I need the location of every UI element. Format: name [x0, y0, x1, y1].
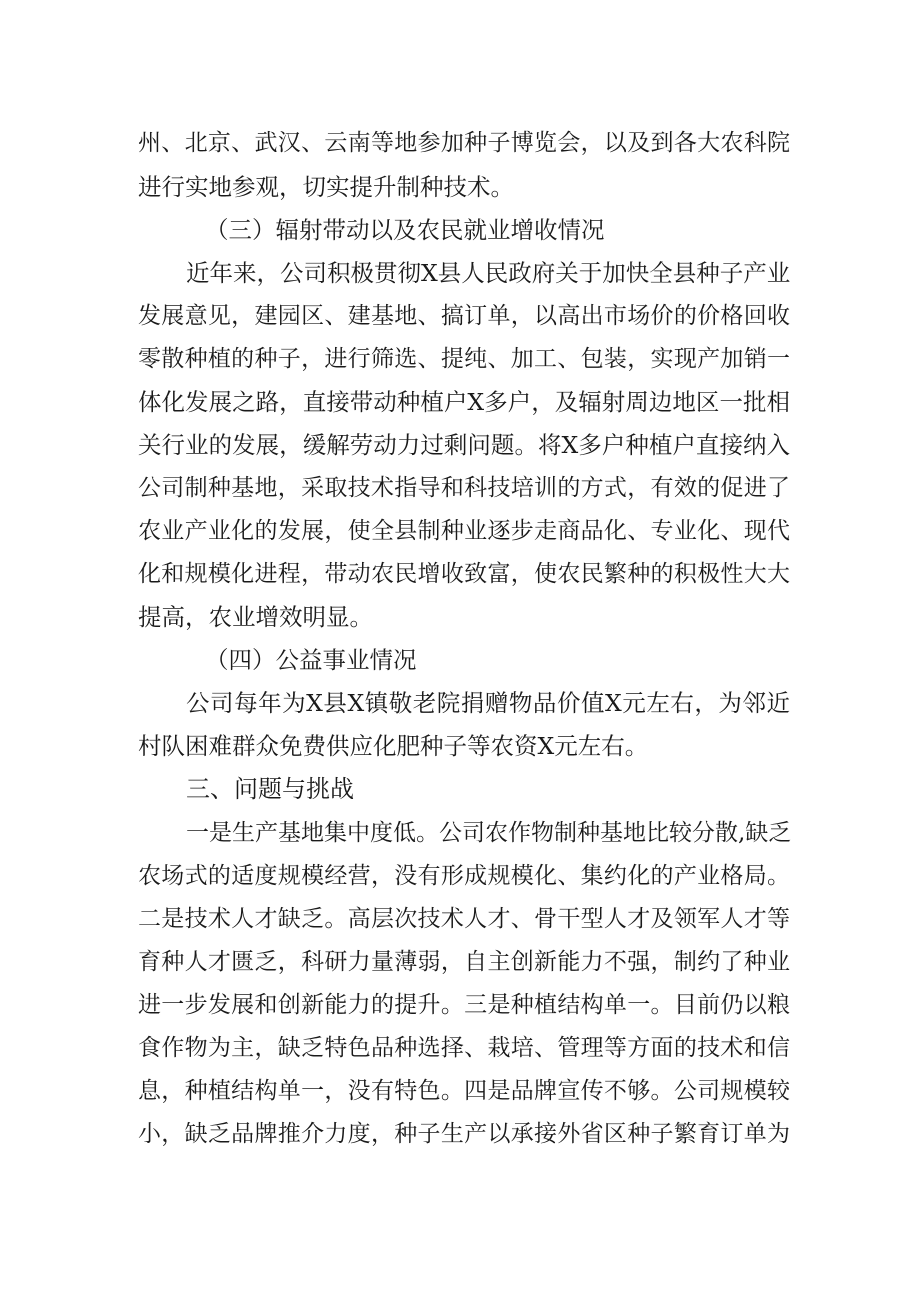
paragraph-line: 育种人才匮乏，科研力量薄弱，自主创新能力不强，制约了种业	[138, 949, 790, 975]
paragraph-line: 发展意见，建园区、建基地、搞订单，以高出市场价的价格回收	[138, 303, 790, 329]
subheading-radiation-drive: （三）辐射带动以及农民就业增收情况	[205, 216, 605, 244]
paragraph-line: 化和规模化进程，带动农民增收致富，使农民繁种的积极性大大	[138, 561, 790, 587]
paragraph-line: 公司每年为X县X镇敬老院捐赠物品价值X元左右，为邻近	[186, 689, 790, 717]
paragraph-line: 农业产业化的发展，使全县制种业逐步走商品化、专业化、现代	[138, 518, 790, 544]
paragraph-line: 关行业的发展，缓解劳动力过剩问题。将X多户种植户直接纳入	[138, 431, 790, 459]
paragraph-line: 小，缺乏品牌推介力度，种子生产以承接外省区种子繁育订单为	[138, 1121, 790, 1147]
paragraph-line: 体化发展之路，直接带动种植户X多户，及辐射周边地区一批相	[138, 388, 790, 416]
paragraph-line: 提高，农业增效明显。	[138, 603, 373, 631]
paragraph-line: 公司制种基地，采取技术指导和科技培训的方式，有效的促进了	[138, 475, 790, 501]
paragraph-continuation-line: 进行实地参观，切实提升制种技术。	[138, 173, 514, 201]
paragraph-continuation-line: 州、北京、武汉、云南等地参加种子博览会，以及到各大农科院	[138, 130, 790, 156]
paragraph-line: 零散种植的种子，进行筛选、提纯、加工、包装，实现产加销一	[138, 346, 790, 372]
paragraph-line: 食作物为主，缺乏特色品种选择、栽培、管理等方面的技术和信	[138, 1035, 790, 1061]
paragraph-line: 二是技术人才缺乏。高层次技术人才、骨干型人才及领军人才等	[138, 906, 790, 932]
paragraph-line: 一是生产基地集中度低。公司农作物制种基地比较分散,缺乏	[186, 820, 792, 846]
section-heading-problems-challenges: 三、问题与挑战	[186, 775, 354, 803]
paragraph-line: 村队困难群众免费供应化肥种子等农资X元左右。	[138, 732, 649, 760]
paragraph-line: 息，种植结构单一，没有特色。四是品牌宣传不够。公司规模较	[138, 1078, 790, 1104]
paragraph-line: 农场式的适度规模经营，没有形成规模化、集约化的产业格局。	[138, 863, 790, 889]
paragraph-line: 进一步发展和创新能力的提升。三是种植结构单一。目前仍以粮	[138, 992, 790, 1018]
paragraph-line: 近年来，公司积极贯彻X县人民政府关于加快全县种子产业	[186, 259, 791, 287]
subheading-public-welfare: （四）公益事业情况	[205, 646, 417, 674]
